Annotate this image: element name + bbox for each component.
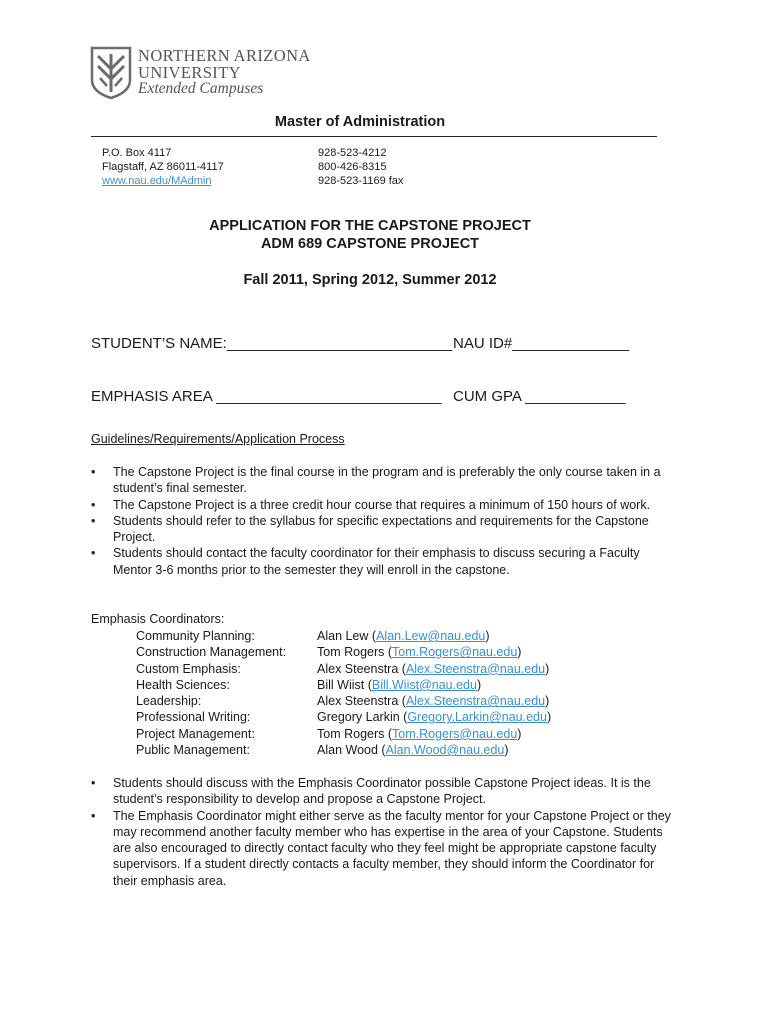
logo-university-name-line2: UNIVERSITY <box>138 63 241 82</box>
coordinator-email-link[interactable]: Alan.Lew@nau.edu <box>376 629 486 643</box>
coordinator-area: Professional Writing: <box>136 710 251 725</box>
cum-gpa-field <box>453 388 625 405</box>
address-line: P.O. Box 4117 <box>102 147 172 159</box>
coordinator-email-link[interactable]: Tom.Rogers@nau.edu <box>392 645 518 660</box>
coordinator-area: Health Sciences: <box>136 677 230 692</box>
phone-line: 800-426-8315 <box>318 161 387 173</box>
emphasis-area-blank[interactable]: ___________________________ <box>216 388 442 405</box>
coordinator-row: Health Sciences: Bill Wiist ( Bill.Wiist@nau.edu ) <box>136 677 482 692</box>
website-link[interactable]: www.nau.edu/MAdmin <box>102 175 212 187</box>
nau-id-field <box>453 335 629 352</box>
coordinator-row: Professional Writing: Gregory Larkin ( Gregory.Larkin@nau.edu ) <box>136 710 552 725</box>
coordinator-row: Community Planning: Alan Lew ( Alan.Lew@nau.edu ) <box>136 629 490 643</box>
list-item: • The Emphasis Coordinator might either serve as the faculty mentor for your Capstone Project or they may recommend another faculty member who has expertise in the area of your Capstone. Students are also encouraged to directly contact faculty who they feel might be appropriate capstone faculty supervisors. If a student directly contacts a faculty member, they should inform the Coordinator for their emphasis area. <box>91 808 671 889</box>
list-item: • The Capstone Project is a three credit hour course that requires a minimum of 150 hours of work. <box>91 497 671 513</box>
term-line: Fall 2011, Spring 2012, Summer 2012 <box>243 272 497 288</box>
student-name-label: STUDENT’S NAME: <box>91 335 227 352</box>
coordinator-name: Gregory Larkin <box>317 710 400 725</box>
nau-shield-icon <box>90 46 132 100</box>
coordinator-row: Project Management: Tom Rogers ( Tom.Rogers@nau.edu ) <box>136 726 522 741</box>
student-name-blank[interactable]: ___________________________ <box>226 335 453 352</box>
coordinator-name: Tom Rogers <box>317 726 385 741</box>
header-divider <box>91 136 657 137</box>
phone-line: 928-523-4212 <box>318 147 387 159</box>
coordinator-area: Construction Management: <box>136 645 287 660</box>
phone-numbers <box>318 146 403 188</box>
coordinator-email-link[interactable]: Alex.Steenstra@nau.edu <box>405 694 546 709</box>
coordinator-email-link[interactable]: Bill.Wiist@nau.edu <box>371 677 477 692</box>
coordinator-area: Leadership: <box>136 694 202 709</box>
nau-id-blank[interactable]: ______________ <box>512 335 629 352</box>
coordinator-name: Alan Wood <box>317 743 378 758</box>
coordinator-name: Tom Rogers <box>317 645 385 660</box>
coordinators-table <box>136 628 551 758</box>
list-item: • Students should contact the faculty coordinator for their emphasis to discuss securing a Faculty Mentor 3-6 months prior to the semester they will enroll in the capstone. <box>91 545 671 578</box>
guidelines-heading: Guidelines/Requirements/Application Process <box>91 432 345 446</box>
university-logo <box>90 44 330 100</box>
coordinator-area: Custom Emphasis: <box>136 661 241 676</box>
coordinator-name: Bill Wiist <box>317 677 365 692</box>
coordinators-heading: Emphasis Coordinators: <box>91 612 225 626</box>
coordinator-email-link[interactable]: Tom.Rogers@nau.edu <box>392 726 518 741</box>
application-title: APPLICATION FOR THE CAPSTONE PROJECT <box>209 218 531 234</box>
list-item: • Students should discuss with the Emphasis Coordinator possible Capstone Project ideas. It is the student’s responsibility to develop and propose a Capstone Project. <box>91 775 671 808</box>
coordinator-area: Project Management: <box>136 726 255 741</box>
fax-line: 928-523-1169 fax <box>318 175 404 187</box>
emphasis-area-label: EMPHASIS AREA <box>91 388 212 405</box>
logo-university-name-line1: NORTHERN ARIZONA <box>138 46 311 65</box>
address-line: Flagstaff, AZ 86011-4117 <box>102 161 224 173</box>
coordinator-row: Construction Management: Tom Rogers ( Tom.Rogers@nau.edu ) <box>136 645 522 660</box>
coordinator-row: Custom Emphasis: Alex Steenstra ( Alex.Steenstra@nau.edu ) <box>136 661 550 676</box>
student-name-field <box>91 335 452 352</box>
list-item: • The Capstone Project is the final course in the program and is preferably the only course taken in a student’s final semester. <box>91 464 671 497</box>
coordinator-row: Leadership: Alex Steenstra ( Alex.Steenstra@nau.edu ) <box>136 694 550 709</box>
coordinator-row: Public Management: Alan Wood ( Alan.Wood@nau.edu ) <box>136 743 509 758</box>
list-item: • Students should refer to the syllabus for specific expectations and requirements for the Capstone Project. <box>91 513 671 546</box>
emphasis-area-field <box>91 388 441 405</box>
coordinator-name: Alex Steenstra <box>317 694 399 709</box>
course-title: ADM 689 CAPSTONE PROJECT <box>260 236 480 252</box>
nau-id-label: NAU ID# <box>453 335 513 352</box>
closing-list <box>91 775 671 889</box>
cum-gpa-blank[interactable]: ____________ <box>525 388 626 405</box>
coordinator-area: Public Management: <box>136 743 250 758</box>
coordinator-area: Community Planning: <box>136 629 255 643</box>
guidelines-list <box>91 464 671 578</box>
coordinator-email-link[interactable]: Gregory.Larkin@nau.edu <box>407 710 547 725</box>
coordinator-email-link[interactable]: Alex.Steenstra@nau.edu <box>405 661 546 676</box>
coordinator-name: Alex Steenstra <box>317 661 399 676</box>
coordinator-name: Alan Lew <box>317 629 369 643</box>
logo-campus-name: Extended Campuses <box>138 80 264 97</box>
cum-gpa-label: CUM GPA <box>453 388 522 405</box>
coordinator-email-link[interactable]: Alan.Wood@nau.edu <box>385 743 505 758</box>
program-title: Master of Administration <box>274 114 446 130</box>
mailing-address <box>102 146 224 188</box>
